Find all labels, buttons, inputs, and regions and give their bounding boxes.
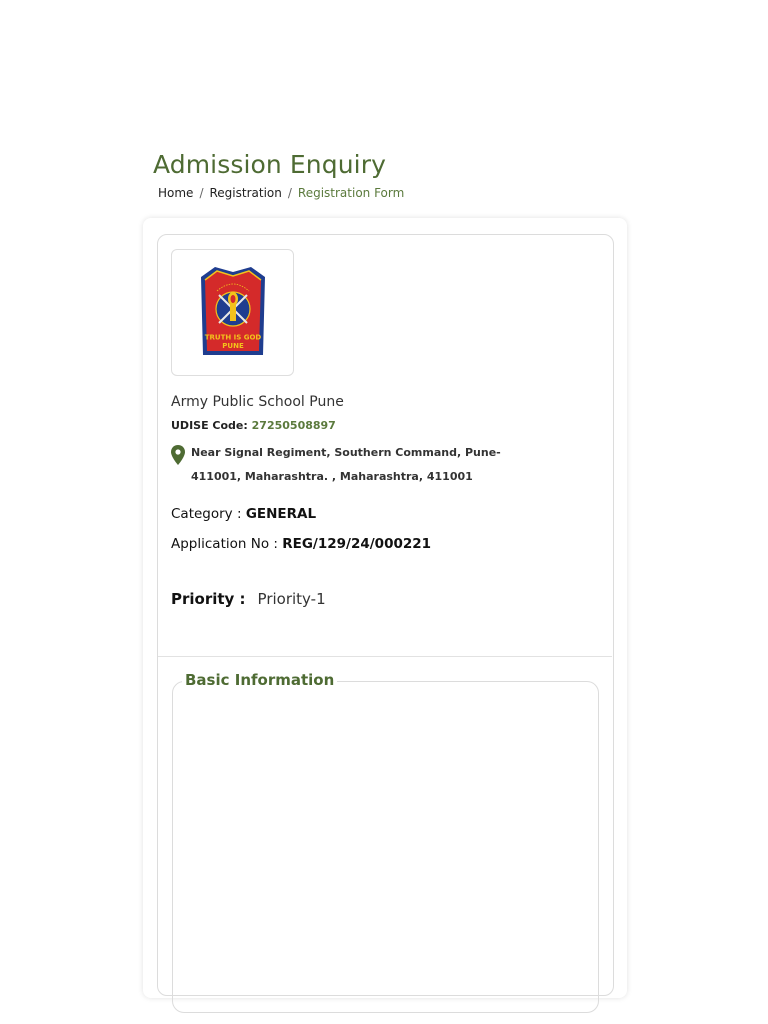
application-label: Application No : xyxy=(171,536,278,552)
application-number: REG/129/24/000221 xyxy=(282,536,432,552)
section-divider xyxy=(158,656,612,657)
priority-label: Priority : xyxy=(171,590,246,608)
school-name: Army Public School Pune xyxy=(171,394,344,410)
breadcrumb-separator: / xyxy=(199,186,204,200)
breadcrumb xyxy=(158,186,404,200)
breadcrumb-current: Registration Form xyxy=(297,186,405,200)
page-title: Admission Enquiry xyxy=(153,150,386,179)
category-row xyxy=(171,506,316,522)
svg-text:PUNE: PUNE xyxy=(221,341,244,350)
location-pin-icon xyxy=(171,445,185,465)
school-crest-logo xyxy=(193,263,273,363)
breadcrumb-registration[interactable]: Registration xyxy=(209,186,282,200)
svg-text:TRUTH IS GOD: TRUTH IS GOD xyxy=(204,333,261,341)
breadcrumb-home[interactable]: Home xyxy=(158,186,194,200)
basic-information-legend: Basic Information xyxy=(182,671,337,689)
priority-row xyxy=(171,590,326,608)
udise-code xyxy=(171,419,336,432)
breadcrumb-separator: / xyxy=(287,186,292,200)
priority-value: Priority-1 xyxy=(257,590,326,608)
address-text: Near Signal Regiment, Southern Command, Pune-411001, Maharashtra. , Maharashtra, 411001 xyxy=(191,446,501,483)
application-row xyxy=(171,536,431,552)
udise-value: 27250508897 xyxy=(251,419,336,432)
udise-label: UDISE Code: xyxy=(171,419,248,432)
school-logo xyxy=(171,249,294,376)
basic-information-fieldset xyxy=(172,681,599,1013)
school-address xyxy=(171,441,501,489)
category-value: GENERAL xyxy=(245,506,317,522)
category-label: Category : xyxy=(171,506,242,522)
